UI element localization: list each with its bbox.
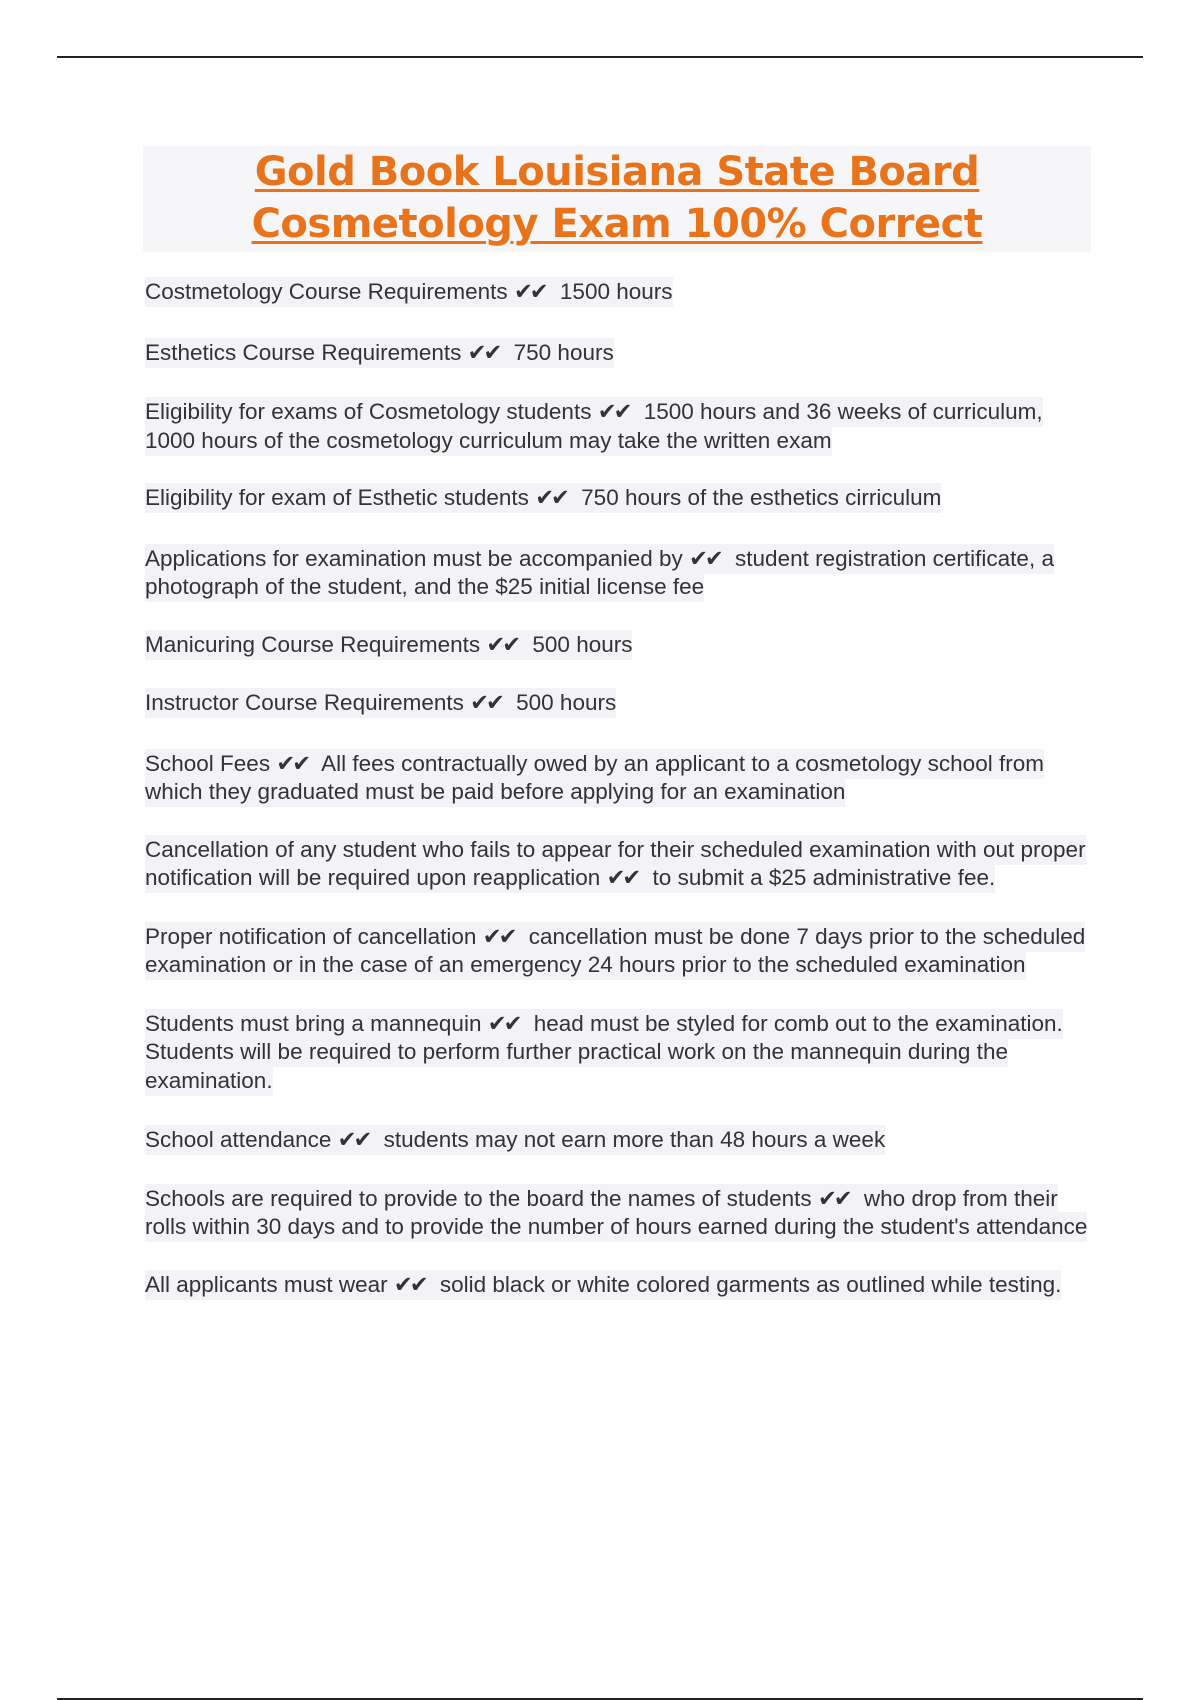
check-mark-icon: ✔✔ bbox=[487, 1010, 520, 1037]
question-text: Eligibility for exam of Esthetic students bbox=[145, 485, 529, 510]
title-line-1: Gold Book Louisiana State Board bbox=[254, 149, 980, 195]
check-mark-icon: ✔✔ bbox=[393, 1271, 426, 1298]
question-text: School Fees bbox=[145, 750, 271, 776]
check-mark-icon: ✔✔ bbox=[470, 690, 502, 716]
flashcard-item bbox=[145, 545, 1095, 602]
answer-text: 500 hours bbox=[532, 631, 633, 657]
flashcard-item bbox=[145, 1271, 1095, 1300]
question-text: Esthetics Course Requirements bbox=[145, 339, 462, 365]
question-text: Cancellation of any student who fails to appear for their scheduled examination with out proper notification will be required upon reapplication bbox=[145, 836, 1086, 890]
question-text: School attendance bbox=[145, 1127, 332, 1152]
title-line-2: Cosmetology Exam 100% Correct bbox=[251, 201, 983, 247]
flashcard-item bbox=[145, 484, 1095, 513]
answer-text: cancellation must be done 7 days prior to the scheduled examination or in the case of an emergency 24 hours prior to the scheduled examination bbox=[145, 923, 1086, 977]
question-text: Students must bring a mannequin bbox=[145, 1010, 482, 1036]
check-mark-icon: ✔✔ bbox=[689, 545, 721, 572]
answer-text: 750 hours of the esthetics cirriculum bbox=[581, 485, 942, 510]
check-mark-icon: ✔✔ bbox=[535, 485, 567, 511]
flashcard-list bbox=[145, 278, 1095, 1299]
flashcard-item bbox=[145, 1010, 1095, 1096]
question-text: All applicants must wear bbox=[145, 1271, 388, 1297]
question-text: Instructor Course Requirements bbox=[145, 690, 464, 715]
question-text: Proper notification of cancellation bbox=[145, 923, 477, 949]
question-text: Eligibility for exams of Cosmetology students bbox=[145, 399, 592, 424]
answer-text: All fees contractually owed by an applicant to a cosmetology school from which they graduated must be paid before applying for an examination bbox=[145, 750, 1044, 804]
check-mark-icon: ✔✔ bbox=[597, 399, 630, 425]
check-mark-icon: ✔✔ bbox=[606, 865, 639, 891]
question-text: Costmetology Course Requirements bbox=[145, 279, 508, 304]
flashcard-item bbox=[145, 836, 1095, 893]
answer-text: to submit a $25 administrative fee. bbox=[652, 865, 996, 890]
flashcard-item bbox=[145, 923, 1095, 980]
flashcard-item bbox=[145, 398, 1095, 455]
flashcard-item bbox=[145, 1185, 1095, 1242]
flashcard-item bbox=[145, 750, 1095, 807]
flashcard-item bbox=[145, 631, 1095, 660]
answer-text: student registration certificate, a photograph of the student, and the $25 initial license fee bbox=[145, 545, 1054, 599]
check-mark-icon: ✔✔ bbox=[337, 1127, 370, 1153]
check-mark-icon: ✔✔ bbox=[276, 750, 309, 777]
answer-text: 1500 hours and 36 weeks of curriculum, 1000 hours of the cosmetology curriculum may take the written exam bbox=[145, 399, 1043, 453]
check-mark-icon: ✔✔ bbox=[467, 339, 500, 366]
answer-text: students may not earn more than 48 hours a week bbox=[383, 1127, 886, 1152]
question-text: Schools are required to provide to the board the names of students bbox=[145, 1185, 812, 1211]
flashcard-item bbox=[145, 1126, 1095, 1155]
question-text: Applications for examination must be accompanied by bbox=[145, 545, 683, 571]
answer-text: who drop from their rolls within 30 days and to provide the number of hours earned during the student's attendance bbox=[145, 1185, 1088, 1239]
check-mark-icon: ✔✔ bbox=[817, 1185, 850, 1212]
check-mark-icon: ✔✔ bbox=[513, 279, 546, 305]
top-rule bbox=[57, 56, 1143, 58]
check-mark-icon: ✔✔ bbox=[486, 631, 519, 658]
answer-text: head must be styled for comb out to the examination. Students will be required to perform further practical work on the mannequin during the examination. bbox=[145, 1010, 1063, 1093]
answer-text: solid black or white colored garments as outlined while testing. bbox=[439, 1271, 1062, 1297]
document-title bbox=[143, 146, 1091, 252]
answer-text: 500 hours bbox=[516, 690, 617, 715]
flashcard-item bbox=[145, 339, 1095, 368]
question-text: Manicuring Course Requirements bbox=[145, 631, 481, 657]
check-mark-icon: ✔✔ bbox=[482, 923, 515, 950]
flashcard-item bbox=[145, 278, 1095, 307]
answer-text: 750 hours bbox=[513, 339, 614, 365]
flashcard-item bbox=[145, 689, 1095, 718]
answer-text: 1500 hours bbox=[559, 279, 673, 304]
